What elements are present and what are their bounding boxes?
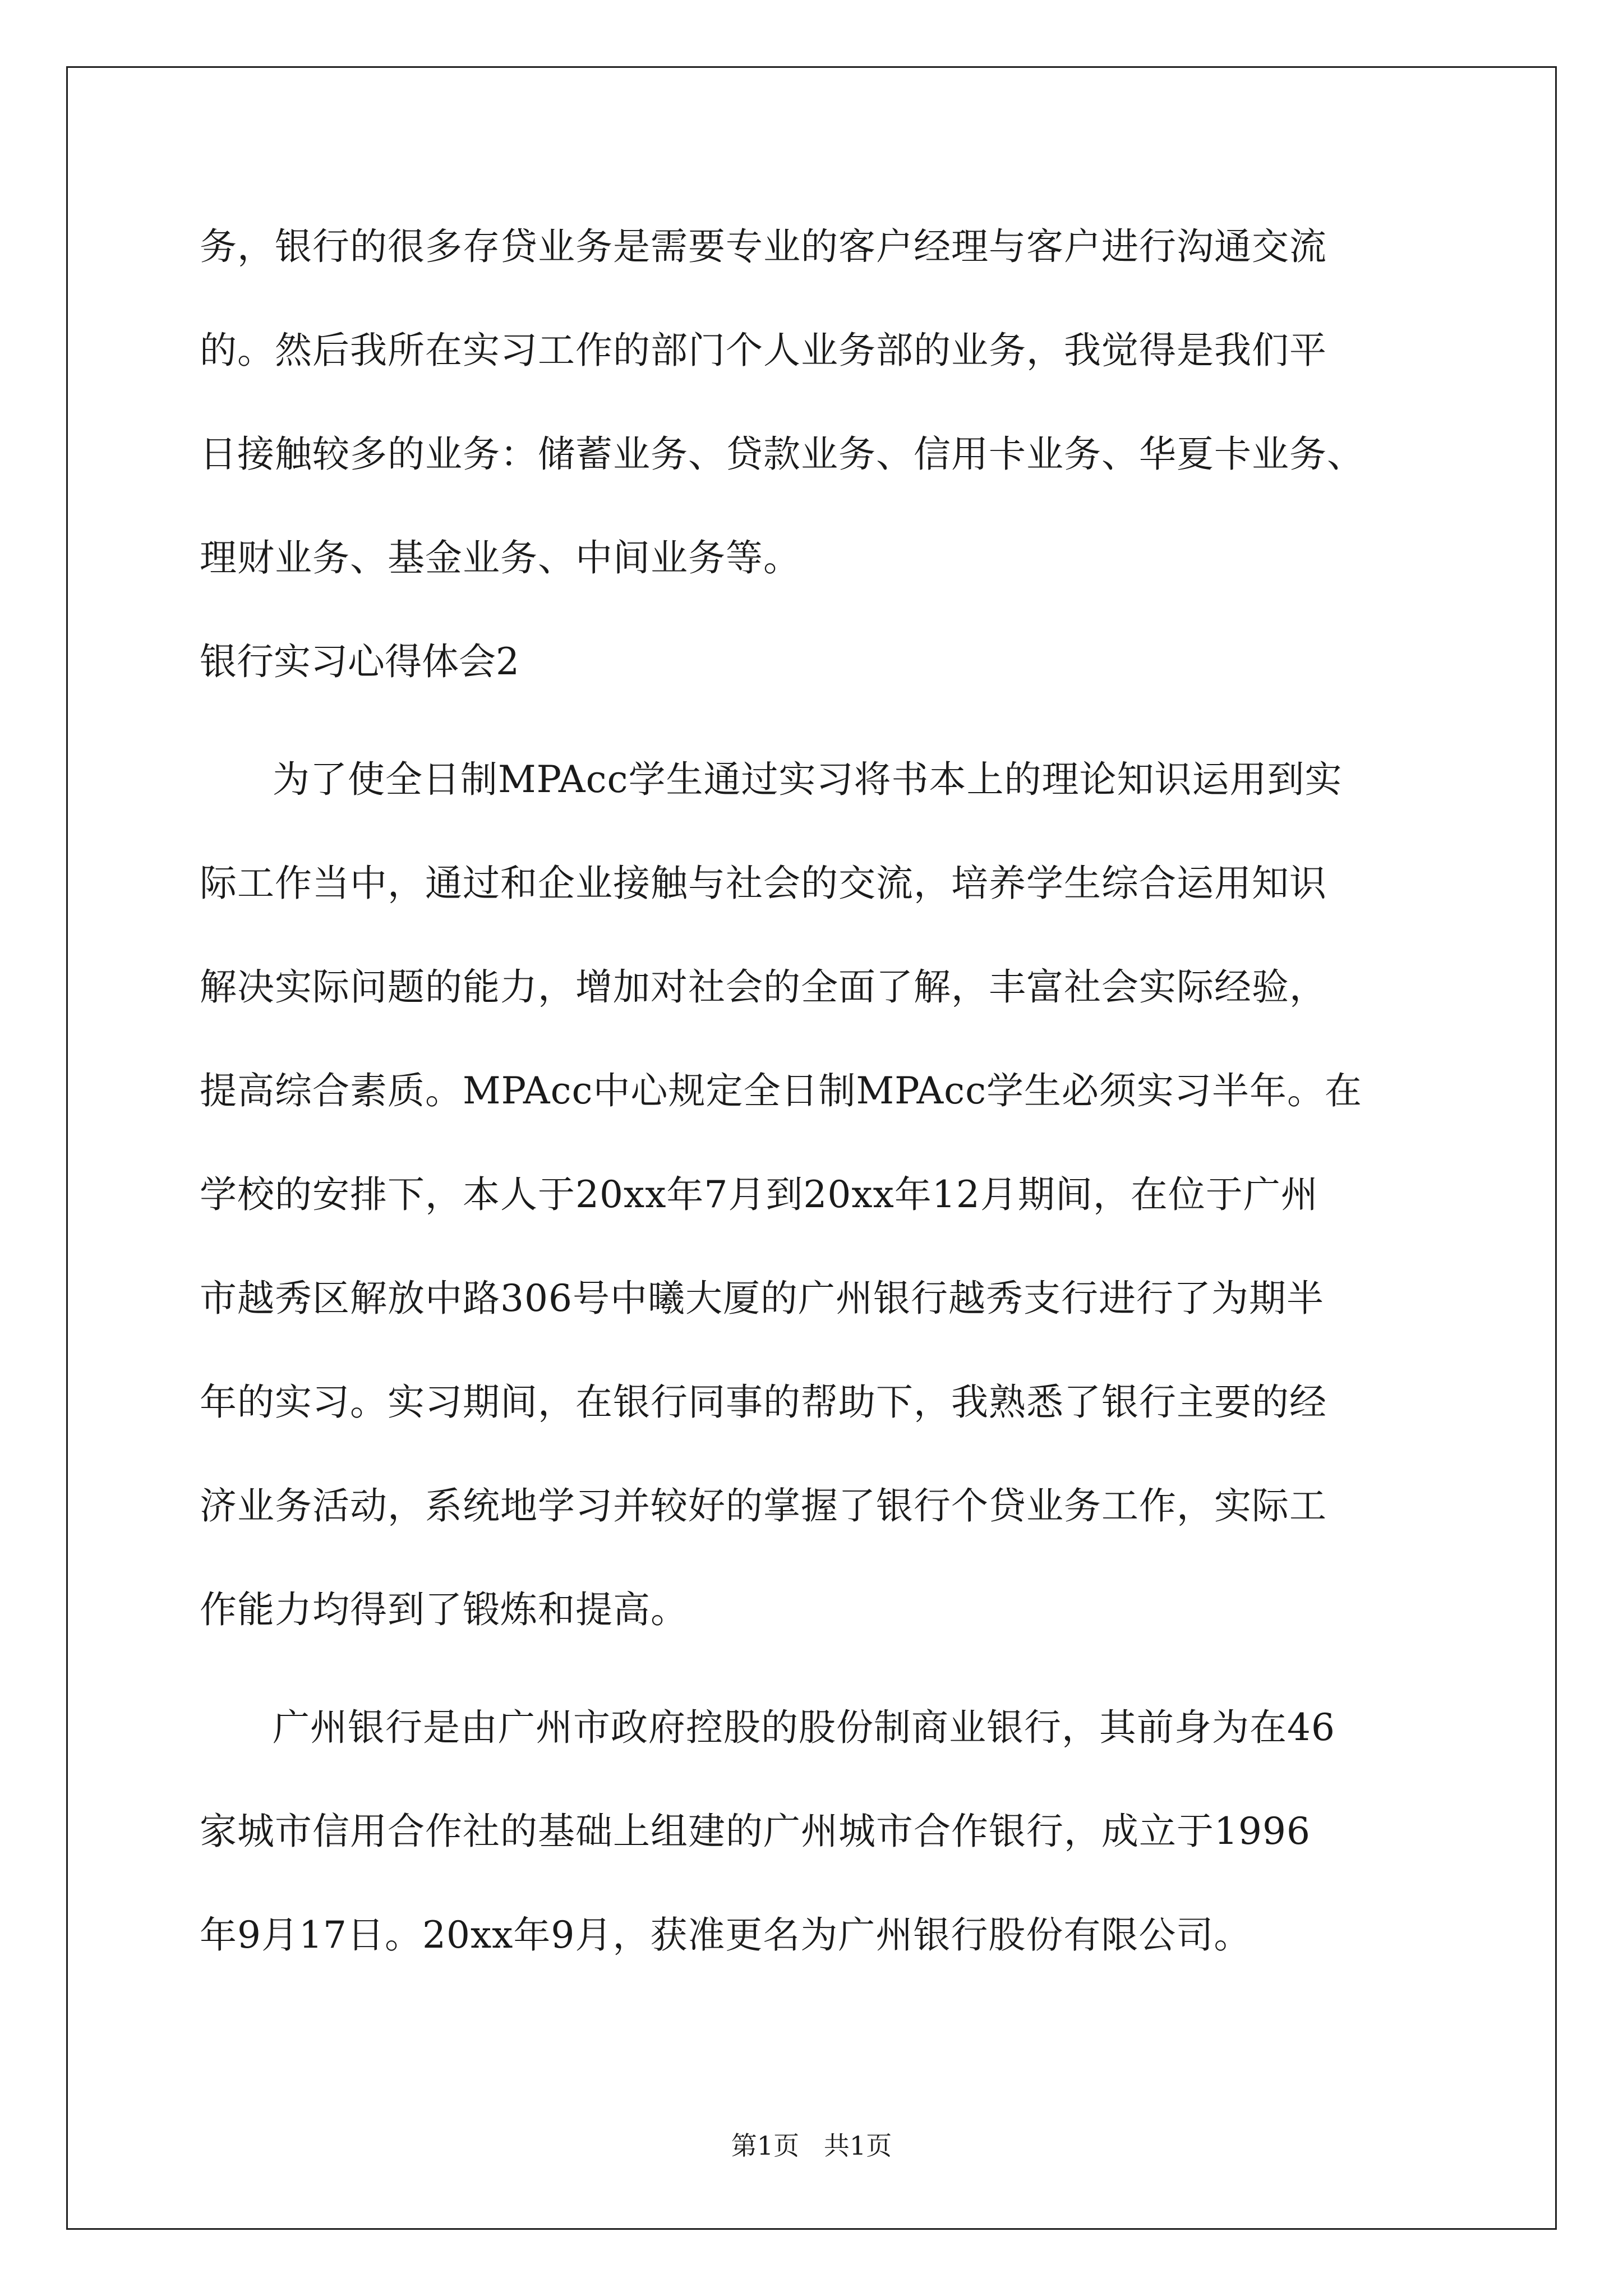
paragraph-2-line-8: 济业务活动，系统地学习并较好的掌握了银行个贷业务工作，实际工 (200, 1484, 1327, 1527)
paragraph-2-line-9: 作能力均得到了锻炼和提高。 (200, 1588, 688, 1631)
paragraph-3-line-1: 广州银行是由广州市政府控股的股份制商业银行，其前身为在46 (273, 1706, 1335, 1749)
paragraph-2-line-1: 为了使全日制MPAcc学生通过实习将书本上的理论知识运用到实 (273, 758, 1343, 801)
paragraph-2-line-3: 解决实际问题的能力，增加对社会的全面了解，丰富社会实际经验， (200, 965, 1327, 1009)
paragraph-1-line-1: 务，银行的很多存贷业务是需要专业的客户经理与客户进行沟通交流 (200, 225, 1327, 268)
paragraph-1-line-3: 日接触较多的业务：储蓄业务、贷款业务、信用卡业务、华夏卡业务、 (200, 432, 1364, 476)
paragraph-2-line-2: 际工作当中，通过和企业接触与社会的交流，培养学生综合运用知识 (200, 862, 1327, 905)
section-heading: 银行实习心得体会2 (200, 640, 519, 683)
paragraph-1-line-2: 的。然后我所在实习工作的部门个人业务部的业务，我觉得是我们平 (200, 329, 1327, 372)
paragraph-2-line-4: 提高综合素质。MPAcc中心规定全日制MPAcc学生必须实习半年。在 (200, 1069, 1363, 1112)
page-border (66, 66, 1557, 2230)
paragraph-2-line-5: 学校的安排下，本人于20xx年7月到20xx年12月期间，在位于广州 (200, 1173, 1318, 1216)
paragraph-2-line-7: 年的实习。实习期间，在银行同事的帮助下，我熟悉了银行主要的经 (200, 1381, 1327, 1424)
paragraph-1-line-4: 理财业务、基金业务、中间业务等。 (200, 536, 801, 579)
paragraph-2-line-6: 市越秀区解放中路306号中曦大厦的广州银行越秀支行进行了为期半 (200, 1277, 1324, 1320)
page-footer: 第1页 共1页 (731, 2131, 892, 2161)
paragraph-3-line-2: 家城市信用合作社的基础上组建的广州城市合作银行，成立于1996 (200, 1810, 1311, 1853)
paragraph-3-line-3: 年9月17日。20xx年9月，获准更名为广州银行股份有限公司。 (200, 1913, 1252, 1957)
